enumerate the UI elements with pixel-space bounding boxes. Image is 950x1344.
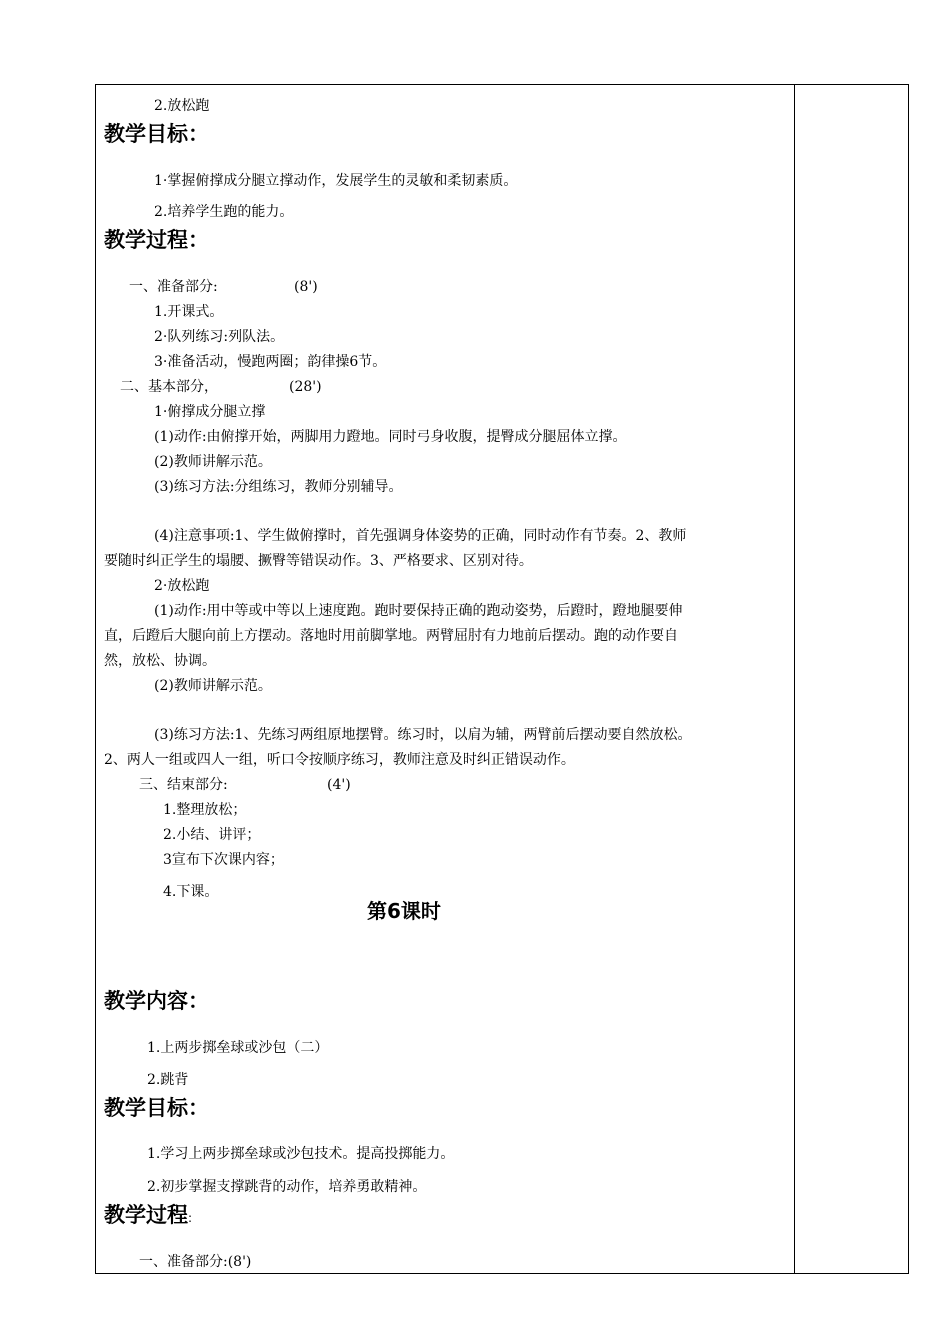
basic-line: 2·放松跑 [154, 578, 210, 594]
prep-item: 3·准备活动，慢跑两圈；韵律操6节。 [154, 354, 387, 370]
end-item: 1.整理放松； [163, 802, 247, 818]
goal-item: 1.学习上两步掷垒球或沙包技术。提高投掷能力。 [147, 1146, 455, 1162]
content-item: 1.上两步掷垒球或沙包（二） [147, 1040, 329, 1056]
process-heading [104, 1203, 192, 1230]
basic-line: 直，后蹬后大腿向前上方摆动。落地时用前脚掌地。两臂屈肘有力地前后摆动。跑的动作要自 [104, 628, 678, 644]
table-column-divider [794, 84, 795, 1274]
basic-line: (3)练习方法:分组练习，教师分别辅导。 [154, 479, 403, 495]
basic-section-time: (28') [289, 379, 322, 395]
basic-line: 2、两人一组或四人一组，听口令按顺序练习，教师注意及时纠正错误动作。 [104, 752, 575, 768]
basic-section-label: 二、基本部分， [120, 379, 218, 395]
basic-line: 1·俯撑成分腿立撑 [154, 404, 266, 420]
goal-item: 2.初步掌握支撑跳背的动作，培养勇敢精神。 [147, 1179, 427, 1195]
basic-line: (4)注意事项:1、学生做俯撑时，首先强调身体姿势的正确，同时动作有节奏。2、教师 [154, 528, 687, 544]
end-item: 4.下课。 [163, 884, 219, 900]
basic-line: 然，放松、协调。 [104, 653, 216, 669]
goal-item: 1·掌握俯撑成分腿立撑动作，发展学生的灵敏和柔韧素质。 [154, 173, 518, 189]
process-heading-text: 教学过程 [104, 1203, 188, 1227]
basic-line: (2)教师讲解示范。 [154, 454, 272, 470]
prep-section-line: 一、准备部分:(8') [139, 1254, 252, 1270]
prep-section-label: 一、准备部分: [129, 279, 218, 295]
relax-run-line: 2.放松跑 [154, 98, 210, 114]
prep-item: 2·队列练习:列队法。 [154, 329, 285, 345]
end-section-label: 三、结束部分: [139, 777, 228, 793]
prep-section-time: (8') [294, 279, 318, 295]
content-heading: 教学内容： [104, 989, 209, 1013]
end-item: 3宣布下次课内容； [163, 852, 284, 868]
lesson-title: 第6课时 [367, 899, 441, 923]
basic-line: (1)动作:用中等或中等以上速度跑。跑时要保持正确的跑动姿势，后蹬时，蹬地腿要伸 [154, 603, 683, 619]
end-item: 2.小结、讲评； [163, 827, 261, 843]
goal-item: 2.培养学生跑的能力。 [154, 204, 294, 220]
end-section-time: (4') [327, 777, 351, 793]
basic-line: (1)动作:由俯撑开始，两脚用力蹬地。同时弓身收腹，提臀成分腿屈体立撑。 [154, 429, 627, 445]
process-heading-suffix: : [188, 1211, 193, 1225]
goals-heading: 教学目标： [104, 1096, 209, 1120]
basic-line: 要随时纠正学生的塌腰、撅臀等错误动作。3、严格要求、区别对待。 [104, 553, 533, 569]
goals-heading: 教学目标： [104, 122, 209, 146]
process-heading: 教学过程： [104, 228, 209, 252]
basic-line: (3)练习方法:1、先练习两组原地摆臂。练习时，以肩为辅，两臂前后摆动要自然放松。 [154, 727, 692, 743]
basic-line: (2)教师讲解示范。 [154, 678, 272, 694]
content-item: 2.跳背 [147, 1072, 189, 1088]
prep-item: 1.开课式。 [154, 304, 224, 320]
